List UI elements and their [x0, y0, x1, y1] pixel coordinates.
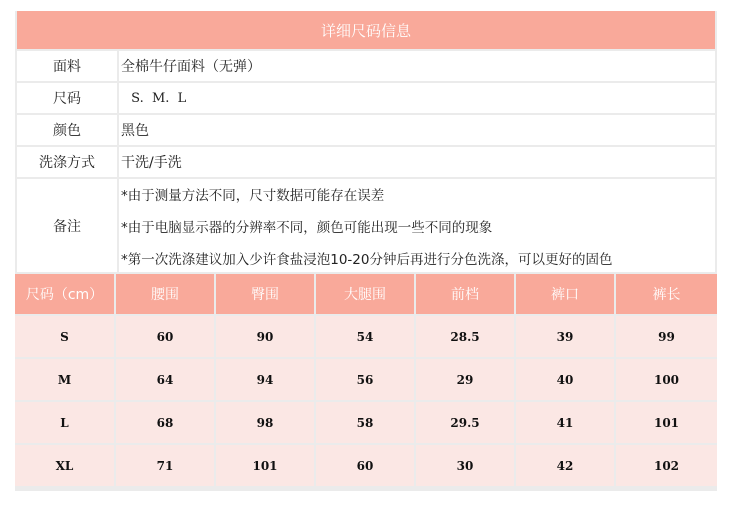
table-cell: XL	[15, 445, 114, 486]
info-value: 干洗/手洗	[121, 155, 182, 171]
info-row-size	[17, 83, 715, 113]
column-header: 腰围	[116, 274, 214, 314]
info-label: 备注	[53, 218, 81, 235]
note-line: *由于测量方法不同，尺寸数据可能存在误差	[121, 188, 385, 204]
table-cell: 71	[116, 445, 214, 486]
info-row-fabric	[17, 51, 715, 81]
table-cell: 100	[616, 359, 717, 400]
table-cell: 54	[316, 316, 414, 357]
table-cell: 101	[216, 445, 314, 486]
note-line: *由于电脑显示器的分辨率不同，颜色可能出现一些不同的现象	[121, 220, 493, 236]
info-value: 黑色	[121, 123, 149, 139]
table-cell: 98	[216, 402, 314, 443]
info-value: S. M. L	[127, 90, 187, 106]
info-label: 颜色	[53, 123, 81, 139]
table-cell: 94	[216, 359, 314, 400]
info-label: 尺码	[53, 91, 81, 107]
note-line: *第一次洗涤建议加入少许食盐浸泡10-20分钟后再进行分色洗涤，可以更好的固色	[121, 252, 613, 268]
info-row-color	[17, 115, 715, 145]
table-cell: 40	[516, 359, 614, 400]
table-cell: 58	[316, 402, 414, 443]
sheet-title: 详细尺码信息	[17, 11, 715, 49]
table-cell: 101	[616, 402, 717, 443]
table-cell: L	[15, 402, 114, 443]
table-cell: M	[15, 359, 114, 400]
info-label: 洗涤方式	[39, 155, 95, 171]
size-info-sheet	[15, 11, 717, 491]
table-cell: S	[15, 316, 114, 357]
table-cell: 60	[116, 316, 214, 357]
table-cell: 56	[316, 359, 414, 400]
table-cell: 41	[516, 402, 614, 443]
column-header: 臀围	[216, 274, 314, 314]
column-header-size: 尺码（cm）	[15, 274, 114, 314]
column-header: 裤口	[516, 274, 614, 314]
info-label: 面料	[53, 59, 81, 75]
table-cell: 29	[416, 359, 514, 400]
table-cell: 30	[416, 445, 514, 486]
column-header: 裤长	[616, 274, 717, 314]
column-header: 大腿围	[316, 274, 414, 314]
table-cell: 90	[216, 316, 314, 357]
table-cell: 29.5	[416, 402, 514, 443]
table-cell: 39	[516, 316, 614, 357]
table-cell: 42	[516, 445, 614, 486]
info-row-notes	[17, 179, 715, 272]
table-cell: 68	[116, 402, 214, 443]
table-cell: 102	[616, 445, 717, 486]
table-cell: 28.5	[416, 316, 514, 357]
info-row-wash	[17, 147, 715, 177]
table-cell: 60	[316, 445, 414, 486]
info-value: 全棉牛仔面料（无弹）	[121, 59, 261, 75]
table-cell: 99	[616, 316, 717, 357]
table-cell: 64	[116, 359, 214, 400]
column-header: 前档	[416, 274, 514, 314]
notes-list	[119, 179, 715, 272]
